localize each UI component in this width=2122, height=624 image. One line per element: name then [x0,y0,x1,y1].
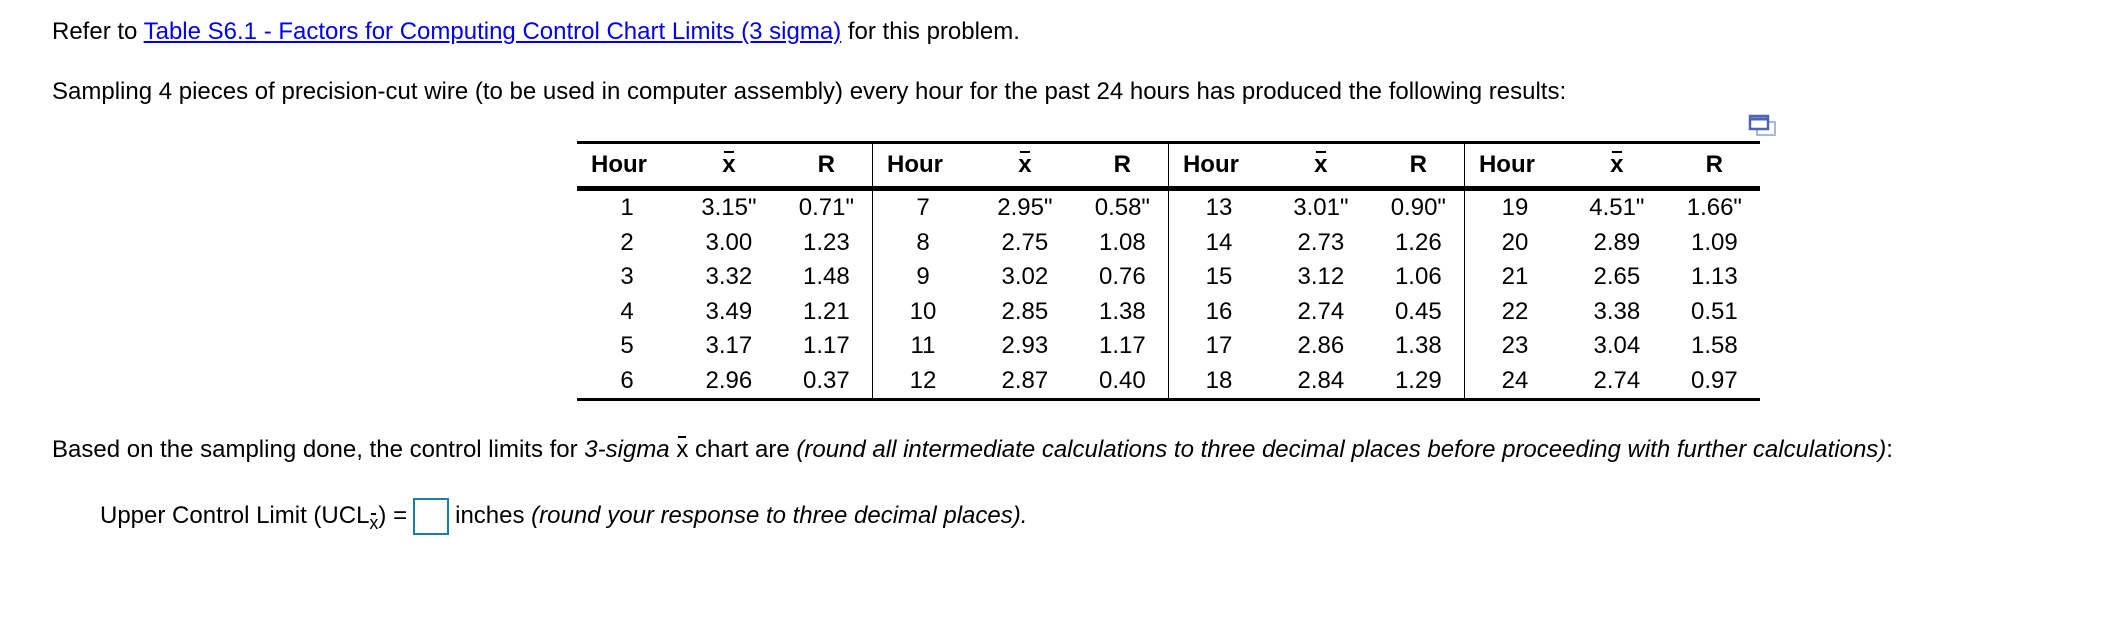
table-row [577,226,1760,261]
xbar-cell: 3.17 [705,332,753,360]
hour-cell: 12 [872,364,973,400]
range-cell: 1.23 [781,226,873,261]
range-cell: 1.06 [1373,260,1465,295]
range-cell: 1.38 [1077,295,1169,330]
range-cell: 1.13 [1690,263,1738,291]
x-bar-symbol: x [1610,151,1624,178]
hour-cell: 9 [916,263,930,291]
hour-cell: 22 [1501,297,1529,325]
hour-cell: 14 [1205,228,1233,256]
header-xbar [973,143,1077,189]
table-row [577,329,1760,364]
xbar-cell: 3.02 [1001,263,1049,291]
range-cell: 0.97 [1669,364,1760,400]
range-cell: 0.45 [1373,295,1465,330]
range-cell: 1.09 [1690,228,1738,256]
table-row [577,260,1760,295]
range-cell: 1.38 [1373,329,1465,364]
hour-cell: 23 [1501,332,1529,360]
hour-cell: 1 [620,194,634,222]
hour-cell: 20 [1501,228,1529,256]
ucl-input[interactable] [413,498,449,535]
header-xbar [677,143,781,189]
xbar-cell: 3.12 [1297,263,1345,291]
header-r: R [1077,143,1169,189]
header-r: R [781,143,873,189]
range-cell: 0.37 [781,364,873,400]
range-cell: 1.21 [781,295,873,330]
table-s6-1-link[interactable]: Table S6.1 - Factors for Computing Control Chart Limits (3 sigma) [143,18,842,45]
range-cell: 0.76 [1077,260,1169,295]
header-hour: Hour [1464,143,1565,189]
range-cell: 1.66" [1686,194,1742,222]
xbar-cell: 3.15" [701,194,757,222]
xbar-cell: 3.49 [705,297,753,325]
xbar-cell: 2.65 [1593,263,1641,291]
range-cell: 1.17 [1077,329,1169,364]
hour-cell: 8 [916,228,930,256]
range-cell: 1.26 [1373,226,1465,261]
ucl-row: Upper Control Limit $(UCL_x)$ = inches (round your response to three decimal places). [100,498,1027,535]
hour-cell: 17 [1205,332,1233,360]
range-cell: 1.08 [1077,226,1169,261]
header-xbar [1565,143,1669,189]
x-bar-symbol: x [722,151,736,178]
ucl-label: Upper Control Limit (UCL [100,501,370,529]
xbar-cell: 2.74 [1297,297,1345,325]
header-hour: Hour [1168,143,1269,189]
xbar-cell: 3.01" [1293,194,1349,222]
hour-cell: 11 [910,332,936,360]
range-cell: 1.48 [781,260,873,295]
hour-cell: 21 [1501,263,1529,291]
xbar-cell: 2.85 [1001,297,1049,325]
hour-cell: 10 [909,297,937,325]
hour-cell: 7 [916,194,930,222]
hour-cell: 4 [620,297,634,325]
x-bar-symbol: x [676,436,689,463]
x-bar-symbol: x [1314,151,1328,178]
header-hour: Hour [872,143,973,189]
xbar-cell: 2.95" [997,194,1053,222]
hour-cell: 5 [620,332,634,360]
xbar-cell: 4.51" [1589,194,1645,222]
problem-text: Sampling 4 pieces of precision-cut wire (to be used in computer assembly) every hour for the past 24 hours has produced the following results: [52,78,1567,105]
table-row [577,364,1760,400]
x-bar-symbol: x [1018,151,1032,178]
xbar-cell: 2.93 [1001,332,1049,360]
intro-text: Refer to Table S6.1 - Factors for Computing Control Chart Limits (3 sigma) for this problem. [52,18,1020,45]
xbar-cell: 2.86 [1297,332,1345,360]
xbar-cell: 2.75 [1001,228,1049,256]
table-row [577,189,1760,226]
question-text: Based on the sampling done, the control limits for 3-sigma x chart are (round all intermediate calculations to three decimal places before proceeding with further calculations): [52,436,1893,463]
hour-cell: 24 [1464,364,1565,400]
header-xbar [1269,143,1373,189]
xbar-cell: 3.00 [705,228,753,256]
xbar-cell: 2.73 [1297,228,1345,256]
range-cell: 0.71" [781,189,873,226]
hour-cell: 15 [1205,263,1233,291]
hour-cell: 3 [620,263,634,291]
xbar-cell: 3.38 [1593,297,1641,325]
range-cell: 1.58 [1690,332,1738,360]
table-row [577,295,1760,330]
header-r: R [1373,143,1465,189]
hour-cell: 18 [1168,364,1269,400]
data-table [577,141,1760,401]
range-cell: 1.29 [1373,364,1465,400]
range-cell: 0.58" [1077,189,1169,226]
hour-cell: 16 [1205,297,1233,325]
xbar-cell: 2.74 [1565,364,1669,400]
hour-cell: 19 [1501,194,1529,222]
range-cell: 0.40 [1077,364,1169,400]
xbar-cell: 2.87 [973,364,1077,400]
range-cell: 0.51 [1690,297,1738,325]
hour-cell: 13 [1205,194,1233,222]
xbar-cell: 3.04 [1593,332,1641,360]
header-r: R [1669,143,1760,189]
range-cell: 0.90" [1373,189,1465,226]
hour-cell: 2 [620,228,634,256]
header-hour: Hour [577,143,677,189]
xbar-cell: 3.32 [705,263,753,291]
copy-table-icon[interactable] [1748,114,1778,138]
hour-cell: 6 [577,364,677,400]
xbar-cell: 2.89 [1593,228,1641,256]
xbar-cell: 2.96 [677,364,781,400]
xbar-cell: 2.84 [1269,364,1373,400]
range-cell: 1.17 [781,329,873,364]
